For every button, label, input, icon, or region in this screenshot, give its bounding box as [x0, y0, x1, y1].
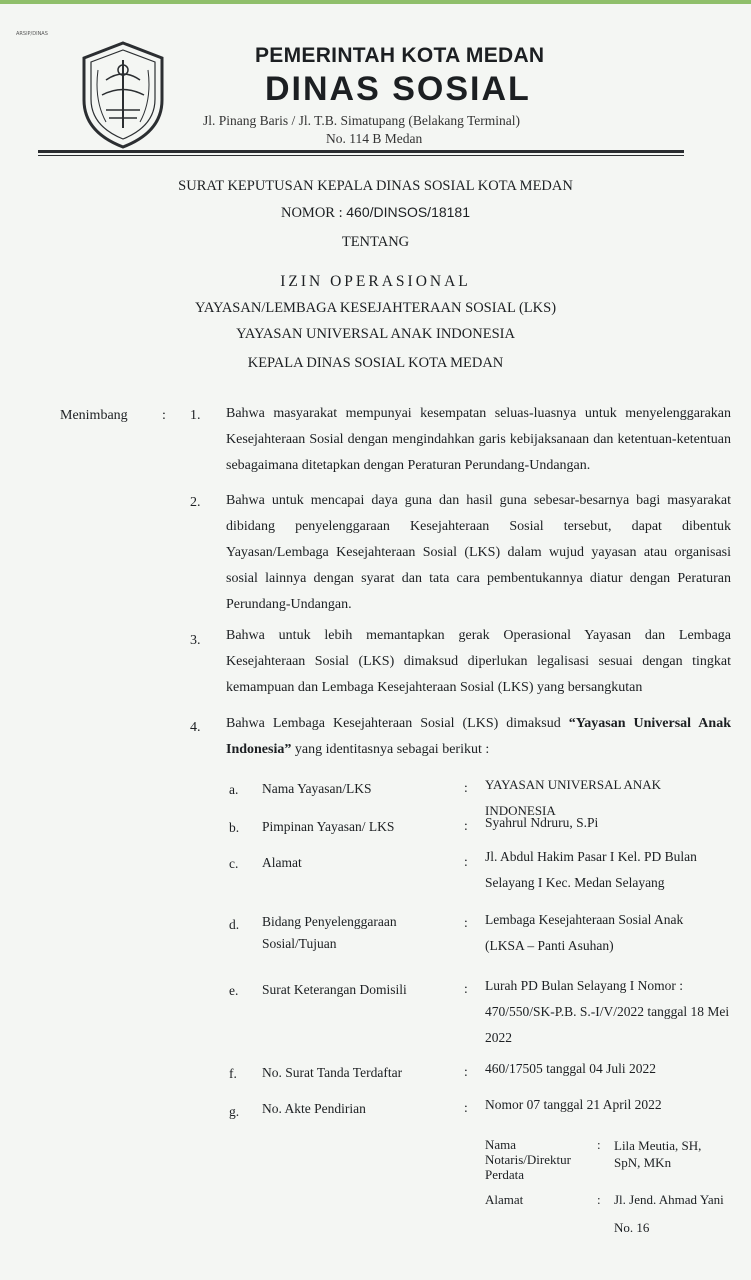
- government-name: PEMERINTAH KOTA MEDAN: [255, 44, 545, 67]
- detail-colon: :: [464, 818, 468, 833]
- address-line-1: Jl. Pinang Baris / Jl. T.B. Simatupang (Belakang Terminal): [203, 113, 521, 128]
- medan-crest-icon: [76, 40, 170, 150]
- decree-title: SURAT KEPUTUSAN KEPALA DINAS SOSIAL KOTA MEDAN: [178, 178, 573, 194]
- decree-number: [0, 204, 751, 222]
- detail-colon: :: [464, 915, 468, 930]
- detail-key: Pimpinan Yayasan/ LKS: [262, 819, 395, 834]
- detail-key: Surat Keterangan Domisili: [262, 982, 407, 997]
- detail-colon: :: [464, 780, 468, 795]
- detail-key: Bidang Penyelenggaraan Sosial/Tujuan: [262, 914, 397, 951]
- detail-key: Nama Yayasan/LKS: [262, 781, 372, 796]
- department-name: DINAS SOSIAL: [265, 70, 531, 108]
- detail-colon: :: [464, 1100, 468, 1115]
- decree-number-value: 460/DINSOS/18181: [346, 204, 470, 220]
- decree-about: TENTANG: [341, 234, 410, 250]
- detail-domicile: Lurah PD Bulan Selayang I Nomor : 470/550/SK-P.B. S.-I/V/2022 tanggal 18 Mei 2022: [485, 978, 730, 1045]
- detail-address: Jl. Abdul Hakim Pasar I Kel. PD Bulan Selayang I Kec. Medan Selayang: [485, 849, 697, 890]
- item-number: 3.: [190, 633, 201, 648]
- detail-key: No. Surat Tanda Terdaftar: [262, 1065, 403, 1080]
- considering-item-4: [226, 711, 731, 763]
- notary-name-value: Lila Meutia, SH, SpN, MKn: [614, 1138, 702, 1170]
- item-number: 2.: [190, 495, 201, 510]
- notary-address-value: Jl. Jend. Ahmad Yani No. 16: [614, 1192, 724, 1235]
- decree-foundation-name: YAYASAN UNIVERSAL ANAK INDONESIA: [236, 326, 515, 342]
- decree-number-label: NOMOR :: [280, 205, 343, 221]
- detail-registration: 460/17505 tanggal 04 Juli 2022: [485, 1061, 656, 1076]
- item-number: 4.: [190, 720, 201, 735]
- detail-foundation-name: YAYASAN UNIVERSAL ANAK INDONESIA: [485, 777, 662, 818]
- notary-address-label: Alamat: [485, 1192, 524, 1207]
- notary-address-colon: :: [597, 1192, 601, 1207]
- considering-item-2: Bahwa untuk mencapai daya guna dan hasil guna sebesar-besarnya bagi masyarakat dibidang penyelenggaraan Kesejahteraan Sosial tersebut, dapat dibentuk Yayasan/Lembaga Kesejahteraan Sosial (LKS) dalam wujud yayasan atau organisasi sosial lainnya dengan syarat dan tata cara pembentukannya diatur dengan Peraturan Perundang-Undangan.: [226, 493, 731, 612]
- detail-letter: d.: [229, 917, 240, 932]
- item-number: 1.: [190, 408, 201, 423]
- notary-name-colon: :: [597, 1137, 601, 1152]
- notary-name-label: Nama Notaris/Direktur Perdata: [485, 1137, 571, 1182]
- detail-letter: g.: [229, 1104, 240, 1119]
- detail-letter: e.: [229, 983, 239, 998]
- detail-field: Lembaga Kesejahteraan Sosial Anak (LKSA – Panti Asuhan): [485, 912, 684, 953]
- decree-subject: IZIN OPERASIONAL: [280, 273, 471, 290]
- decree-foundation-type: YAYASAN/LEMBAGA KESEJAHTERAAN SOSIAL (LKS): [194, 300, 557, 316]
- item-4-text-after: yang identitasnya sebagai berikut :: [291, 742, 490, 757]
- letterhead-rule-thick: [38, 150, 684, 153]
- item-4-foundation-name: “Yayasan Universal Anak Indonesia”: [226, 716, 731, 757]
- detail-key: Alamat: [262, 855, 302, 870]
- considering-item-1: Bahwa masyarakat mempunyai kesempatan seluas-luasnya untuk menyelenggarakan Kesejahteraan Sosial dengan mengindahkan garis kebijaksanaan dan ketentuan-ketentuan sebagaimana ditetapkan dengan Peraturan Perundang-Undangan.: [226, 406, 731, 473]
- detail-colon: :: [464, 854, 468, 869]
- considering-item-3: Bahwa untuk lebih memantapkan gerak Operasional Yayasan dan Lembaga Kesejahteraan Sosial (LKS) dimaksud diperlukan legalisasi sesuai dengan tingkat kemampuan dan Lembaga Kesejahteraan Sosial (LKS) yang bersangkutan: [226, 628, 731, 695]
- decree-head: KEPALA DINAS SOSIAL KOTA MEDAN: [247, 355, 504, 371]
- detail-colon: :: [464, 981, 468, 996]
- detail-colon: :: [464, 1064, 468, 1079]
- considering-label: Menimbang: [60, 408, 128, 423]
- detail-leader: Syahrul Ndruru, S.Pi: [485, 815, 599, 830]
- detail-letter: a.: [229, 782, 239, 797]
- address-line-2: No. 114 B Medan: [326, 131, 423, 146]
- detail-letter: c.: [229, 856, 239, 871]
- detail-key: No. Akte Pendirian: [262, 1101, 366, 1116]
- detail-letter: f.: [229, 1066, 237, 1081]
- detail-deed: Nomor 07 tanggal 21 April 2022: [485, 1097, 662, 1112]
- detail-letter: b.: [229, 820, 240, 835]
- item-4-text-before: Bahwa Lembaga Kesejahteraan Sosial (LKS) dimaksud: [226, 716, 569, 731]
- letterhead-rule-thin: [38, 155, 684, 156]
- considering-colon: :: [162, 408, 166, 423]
- archive-mark: ARSIP/DINAS: [16, 31, 48, 37]
